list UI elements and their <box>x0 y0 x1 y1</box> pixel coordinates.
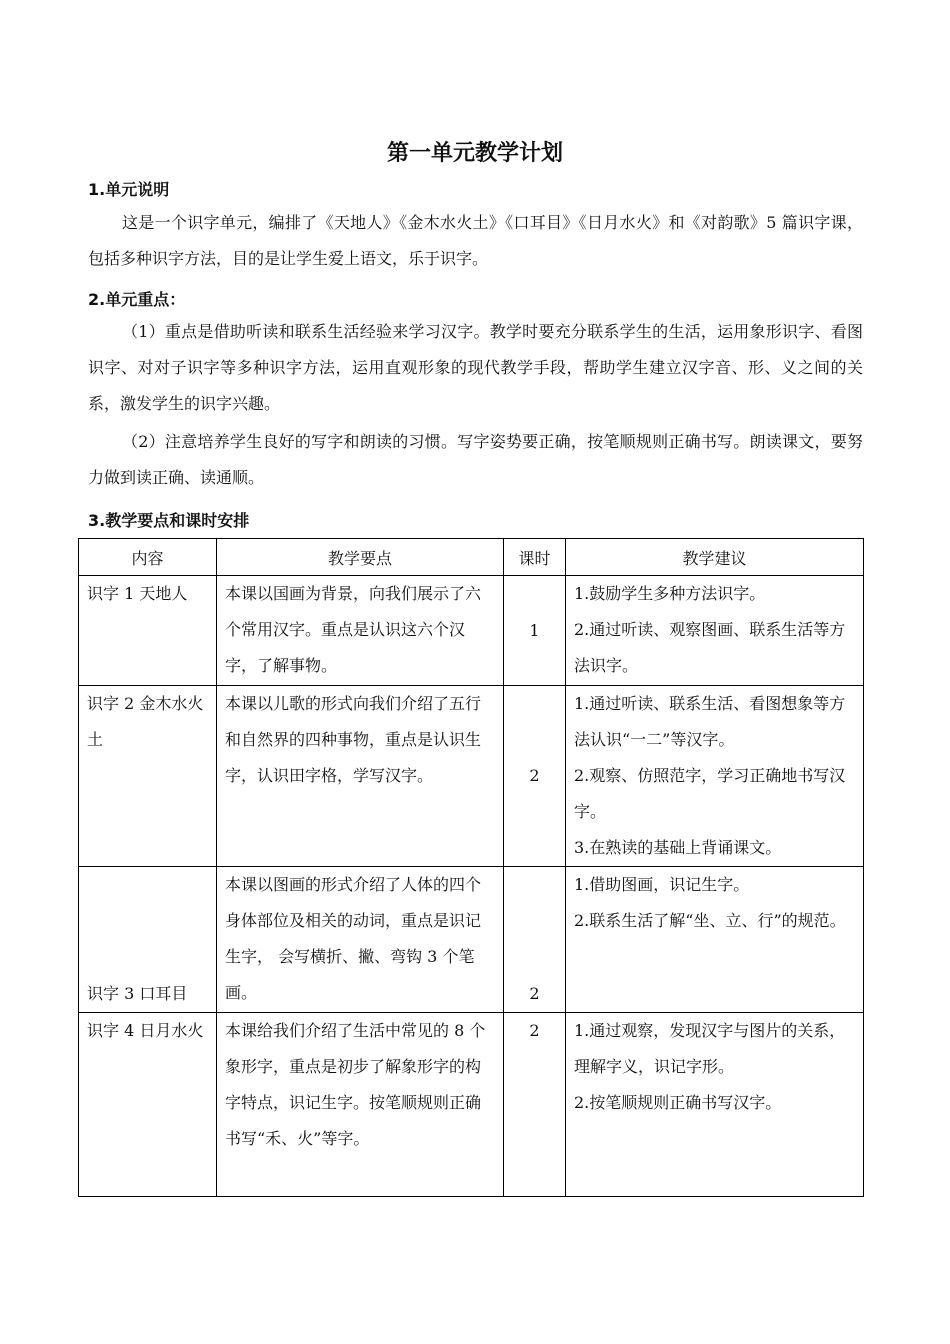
lesson-hours: 2 <box>504 686 566 867</box>
lesson-suggestions <box>566 686 864 867</box>
header-suggestions: 教学建议 <box>566 539 864 576</box>
unit-focus-paragraph-2: （2）注意培养学生良好的写字和朗读的习惯。写字姿势要正确，按笔顺规则正确书写。朗读课文，要努力做到读正确、读通顺。 <box>88 432 863 487</box>
lesson-suggestions <box>566 576 864 686</box>
lesson-name: 识字 1 天地人 <box>79 576 217 686</box>
unit-description-text: 这是一个识字单元，编排了《天地人》《金木水火土》《口耳目》《日月水火》和《对韵歌》5 篇识字课，包括多种识字方法，目的是让学生爱上语文，乐于识字。 <box>88 213 863 268</box>
teaching-plan-table <box>78 538 864 1197</box>
table-header-row <box>79 539 864 576</box>
header-content: 内容 <box>79 539 217 576</box>
suggestion-item: 2.通过听读、观察图画、联系生活等方法识字。 <box>574 620 846 675</box>
lesson-name: 识字 4 日月水火 <box>79 1013 217 1197</box>
table-row <box>79 1013 864 1197</box>
lesson-name: 识字 2 金木水火土 <box>79 686 217 867</box>
lesson-suggestions <box>566 867 864 1013</box>
lesson-key-points: 本课以儿歌的形式向我们介绍了五行和自然界的四种事物，重点是认识生字，认识田字格，学写汉字。 <box>217 686 504 867</box>
suggestion-item: 2.联系生活了解“坐、立、行”的规范。 <box>574 911 846 930</box>
suggestion-item: 3.在熟读的基础上背诵课文。 <box>574 838 782 857</box>
header-class-hours: 课时 <box>504 539 566 576</box>
suggestion-item: 1.鼓励学生多种方法识字。 <box>574 584 766 603</box>
lesson-key-points: 本课给我们介绍了生活中常见的 8 个象形字，重点是初步了解象形字的构字特点，识记生字。按笔顺规则正确书写“禾、火”等字。 <box>217 1013 504 1197</box>
suggestion-item: 2.观察、仿照范字，学习正确地书写汉字。 <box>574 766 846 821</box>
table-row <box>79 686 864 867</box>
unit-focus-paragraph-1: （1）重点是借助听读和联系生活经验来学习汉字。教学时要充分联系学生的生活，运用象形识字、看图识字、对对子识字等多种识字方法，运用直观形象的现代教学手段，帮助学生建立汉字音、形、义之间的关系，激发学生的识字兴趣。 <box>88 322 863 413</box>
table-row <box>79 576 864 686</box>
lesson-name: 识字 3 口耳目 <box>79 867 217 1013</box>
lesson-key-points: 本课以国画为背景，向我们展示了六个常用汉字。重点是认识这六个汉字，了解事物。 <box>217 576 504 686</box>
lesson-hours: 2 <box>504 1013 566 1197</box>
lesson-hours: 1 <box>504 576 566 686</box>
lesson-hours: 2 <box>504 867 566 1013</box>
table-row <box>79 867 864 1013</box>
suggestion-item: 2.按笔顺规则正确书写汉字。 <box>574 1093 782 1112</box>
section-heading-unit-focus: 2.单元重点： <box>88 290 186 309</box>
suggestion-item: 1.通过观察，发现汉字与图片的关系，理解字义，识记字形。 <box>574 1021 846 1076</box>
page-title: 第一单元教学计划 <box>386 141 563 166</box>
lesson-key-points: 本课以图画的形式介绍了人体的四个身体部位及相关的动词，重点是识记生字， 会写横折、撇、弯钩 3 个笔画。 <box>217 867 504 1013</box>
header-key-points: 教学要点 <box>217 539 504 576</box>
lesson-suggestions <box>566 1013 864 1197</box>
section-heading-unit-description: 1.单元说明 <box>88 180 170 199</box>
suggestion-item: 1.借助图画，识记生字。 <box>574 875 750 894</box>
suggestion-item: 1.通过听读、联系生活、看图想象等方法认识“一二”等汉字。 <box>574 694 846 749</box>
section-heading-teaching-schedule: 3.教学要点和课时安排 <box>88 511 250 530</box>
